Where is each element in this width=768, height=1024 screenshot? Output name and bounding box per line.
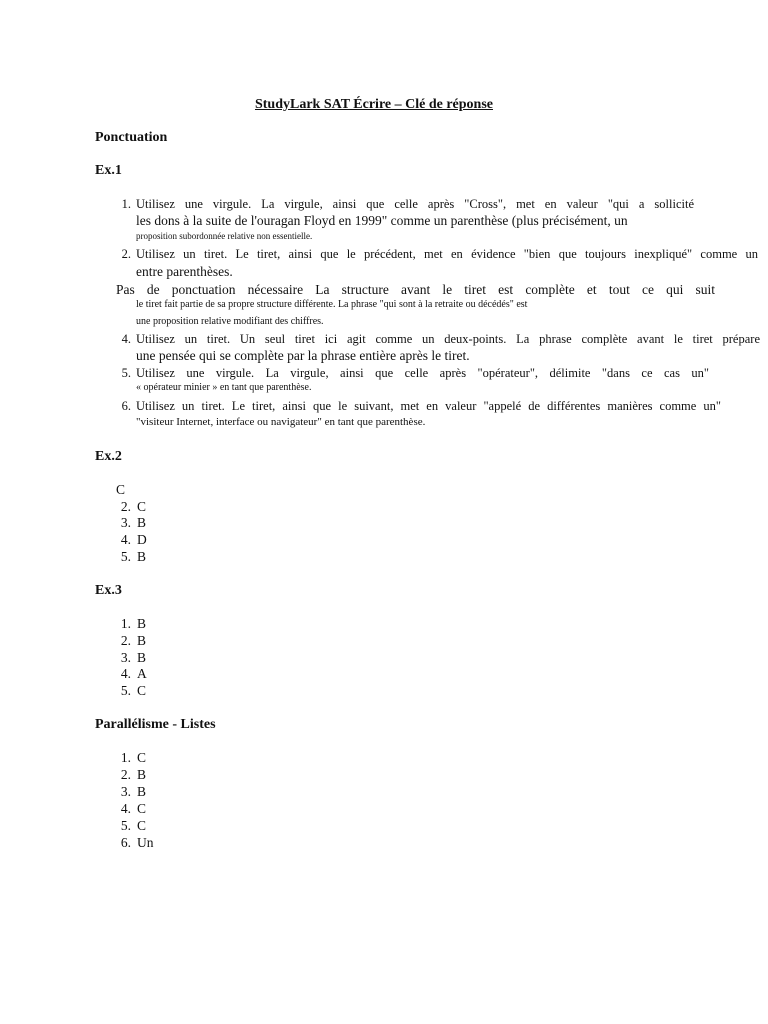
item-number: 5.	[121, 366, 131, 380]
item-text-line: entre parenthèses.	[136, 264, 233, 279]
answer-number: 4.	[120, 666, 131, 681]
answer-number: 1.	[120, 750, 131, 765]
section-heading-ponctuation: Ponctuation	[95, 130, 168, 145]
answer-value: B	[137, 549, 147, 564]
item-text-line: Pas de ponctuation nécessaire La structure avant le tiret est complète et tout ce qui suit	[116, 282, 715, 297]
answer-value: C	[137, 499, 147, 514]
item-text-line: le tiret fait partie de sa propre structure différente. La phrase "qui sont à la retraite ou décédés" est	[136, 299, 528, 310]
answer-value: B	[137, 767, 147, 782]
answer-number: 2.	[120, 767, 131, 782]
exercise-heading-ex2: Ex.2	[95, 449, 122, 464]
answer-value: A	[137, 666, 147, 681]
item-text-line: une proposition relative modifiant des chiffres.	[136, 316, 324, 327]
answer-value: B	[137, 616, 147, 631]
answer-number: 6.	[120, 835, 131, 850]
answer-number: 3.	[120, 650, 131, 665]
item-text-line: une pensée qui se complète par la phrase entière après le tiret.	[136, 348, 470, 363]
answer-number: 5.	[120, 818, 131, 833]
item-text-line: Utilisez une virgule. La virgule, ainsi que celle après "opérateur", délimite "dans ce cas un"	[136, 366, 709, 380]
answer-number: 4.	[120, 801, 131, 816]
answer-value: C	[137, 818, 147, 833]
item-text-line: "visiteur Internet, interface ou navigateur" en tant que parenthèse.	[136, 416, 426, 428]
exercise-heading-ex1: Ex.1	[95, 163, 122, 178]
answer-number: 1.	[120, 616, 131, 631]
answer-number: 3.	[120, 515, 131, 530]
answer-value: D	[137, 532, 147, 547]
answer-number: 2.	[120, 499, 131, 514]
answer-value: B	[137, 784, 147, 799]
item-text-line: Utilisez un tiret. Le tiret, ainsi que le suivant, met en valeur "appelé de différentes manières comme un"	[136, 399, 721, 413]
answer-value: C	[137, 750, 147, 765]
answer-value: Un	[137, 835, 154, 850]
answer-value: B	[137, 633, 147, 648]
item-number: 2.	[121, 247, 131, 261]
item-number: 6.	[121, 399, 131, 413]
item-text-line: Utilisez un tiret. Le tiret, ainsi que le précédent, met en évidence "bien que toujours inexpliqué" comme un	[136, 247, 758, 261]
item-text-line: « opérateur minier » en tant que parenthèse.	[136, 382, 312, 393]
item-text-line: les dons à la suite de l'ouragan Floyd en 1999" comme un parenthèse (plus précisément, un	[136, 213, 628, 228]
answer-value: C	[116, 482, 126, 497]
answer-number: 2.	[120, 633, 131, 648]
answer-number: 4.	[120, 532, 131, 547]
answer-number: 5.	[120, 549, 131, 564]
answer-number: 5.	[120, 683, 131, 698]
exercise-heading-ex3: Ex.3	[95, 583, 122, 598]
item-text-line: Utilisez une virgule. La virgule, ainsi que celle après "Cross", met en valeur "qui a sollicité	[136, 197, 694, 211]
item-number: 1.	[121, 197, 131, 211]
answer-value: C	[137, 801, 147, 816]
item-text-line: proposition subordonnée relative non essentielle.	[136, 231, 313, 241]
item-text-line: Utilisez un tiret. Un seul tiret ici agit comme un deux-points. La phrase complète avant le tiret prépare	[136, 332, 760, 346]
answer-value: B	[137, 650, 147, 665]
item-number: 4.	[121, 332, 131, 346]
document-title: StudyLark SAT Écrire – Clé de réponse	[254, 97, 493, 112]
answer-number: 3.	[120, 784, 131, 799]
section-heading-parallelisme: Parallélisme - Listes	[95, 717, 216, 732]
answer-value: C	[137, 683, 147, 698]
answer-value: B	[137, 515, 147, 530]
